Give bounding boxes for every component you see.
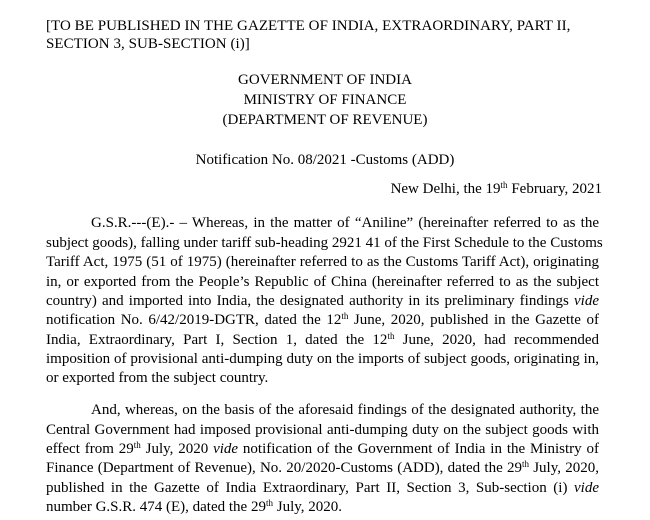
p2-l3-text-d: notification of the Government of India in the Ministry of	[238, 441, 600, 457]
p2-l3-sup: th	[133, 440, 141, 450]
p2-l5-text: published in the Gazette of India Extraordinary, Part II, Section 3, Sub-section (i)	[46, 480, 575, 496]
p2-l3-text-b: July, 2020	[140, 441, 214, 457]
place-date	[391, 180, 602, 198]
notification-title: Notification No. 08/2021 -Customs (ADD)	[195, 152, 455, 168]
paragraph-1-line-1: G.S.R.---(E).- – Whereas, in the matter of “Aniline” (hereinafter referred to as the	[91, 215, 599, 231]
paragraph-2-line-5	[46, 479, 599, 497]
paragraph-2-line-6	[46, 498, 599, 516]
p1-l7-sup: th	[387, 331, 395, 341]
paragraph-1-line-8: imposition of provisional anti-dumping duty on the imports of subject goods, originating in,	[46, 351, 599, 367]
p1-l6-text-b: June, 2020, published in the Gazette of	[348, 312, 599, 328]
paragraph-1-line-3: Tariff Act, 1975 (51 of 1975) (hereinafter referred to as the Customs Tariff Act), originating	[46, 254, 599, 270]
paragraph-2-line-2: Central Government had imposed provisional anti-dumping duty on the subject goods with	[46, 422, 599, 438]
paragraph-1-line-4: in, or exported from the People’s Republic of China (hereinafter referred to as the subject	[46, 274, 599, 290]
paragraph-1-line-9: or exported from the subject country.	[46, 370, 269, 386]
p1-l6-sup: th	[341, 311, 349, 321]
paragraph-2-line-4	[46, 459, 599, 477]
paragraph-1-line-7	[46, 331, 599, 349]
p2-l5-vide: vide	[574, 480, 599, 496]
p1-l5-vide: vide	[574, 293, 599, 309]
p1-l5-text: country) and imported into India, the designated authority in its preliminary findings	[46, 293, 575, 309]
gazette-header-line-1: [TO BE PUBLISHED IN THE GAZETTE OF INDIA, EXTRAORDINARY, PART II,	[46, 18, 571, 34]
p1-l6-text-a: notification No. 6/42/2019-DGTR, dated the 12	[46, 312, 342, 328]
p2-l6-text-a: number G.S.R. 474 (E), dated the 29	[46, 499, 266, 515]
issuer-ministry: MINISTRY OF FINANCE	[243, 92, 407, 108]
p2-l4-text-a: Finance (Department of Revenue), No. 20/2020-Customs (ADD), dated the 29	[46, 460, 522, 476]
paragraph-2-line-1: And, whereas, on the basis of the aforesaid findings of the designated authority, the	[91, 402, 599, 418]
p1-l7-text-b: June, 2020, had recommended	[394, 332, 599, 348]
paragraph-2-line-3	[46, 440, 599, 458]
place-date-sup: th	[500, 180, 508, 190]
p2-l3-text-a: effect from 29	[46, 441, 134, 457]
place-date-prefix: New Delhi, the 19	[390, 181, 501, 197]
p2-l4-text-b: July, 2020,	[528, 460, 599, 476]
p1-l7-text-a: India, Extraordinary, Part I, Section 1, dated the 12	[46, 332, 388, 348]
p2-l4-sup: th	[521, 459, 529, 469]
issuer-government: GOVERNMENT OF INDIA	[238, 72, 412, 88]
place-date-suffix: February, 2021	[507, 181, 602, 197]
issuer-department: (DEPARTMENT OF REVENUE)	[222, 112, 428, 128]
p2-l6-sup: th	[265, 498, 273, 508]
p2-l6-text-b: July, 2020.	[272, 499, 343, 515]
paragraph-1-line-2: subject goods), falling under tariff sub-heading 2921 41 of the First Schedule to the Customs	[46, 235, 603, 251]
gazette-header-line-2: SECTION 3, SUB-SECTION (i)]	[46, 36, 250, 52]
p2-l3-vide: vide	[213, 441, 239, 457]
paragraph-1-line-5	[46, 292, 599, 310]
paragraph-1-line-6	[46, 311, 599, 329]
